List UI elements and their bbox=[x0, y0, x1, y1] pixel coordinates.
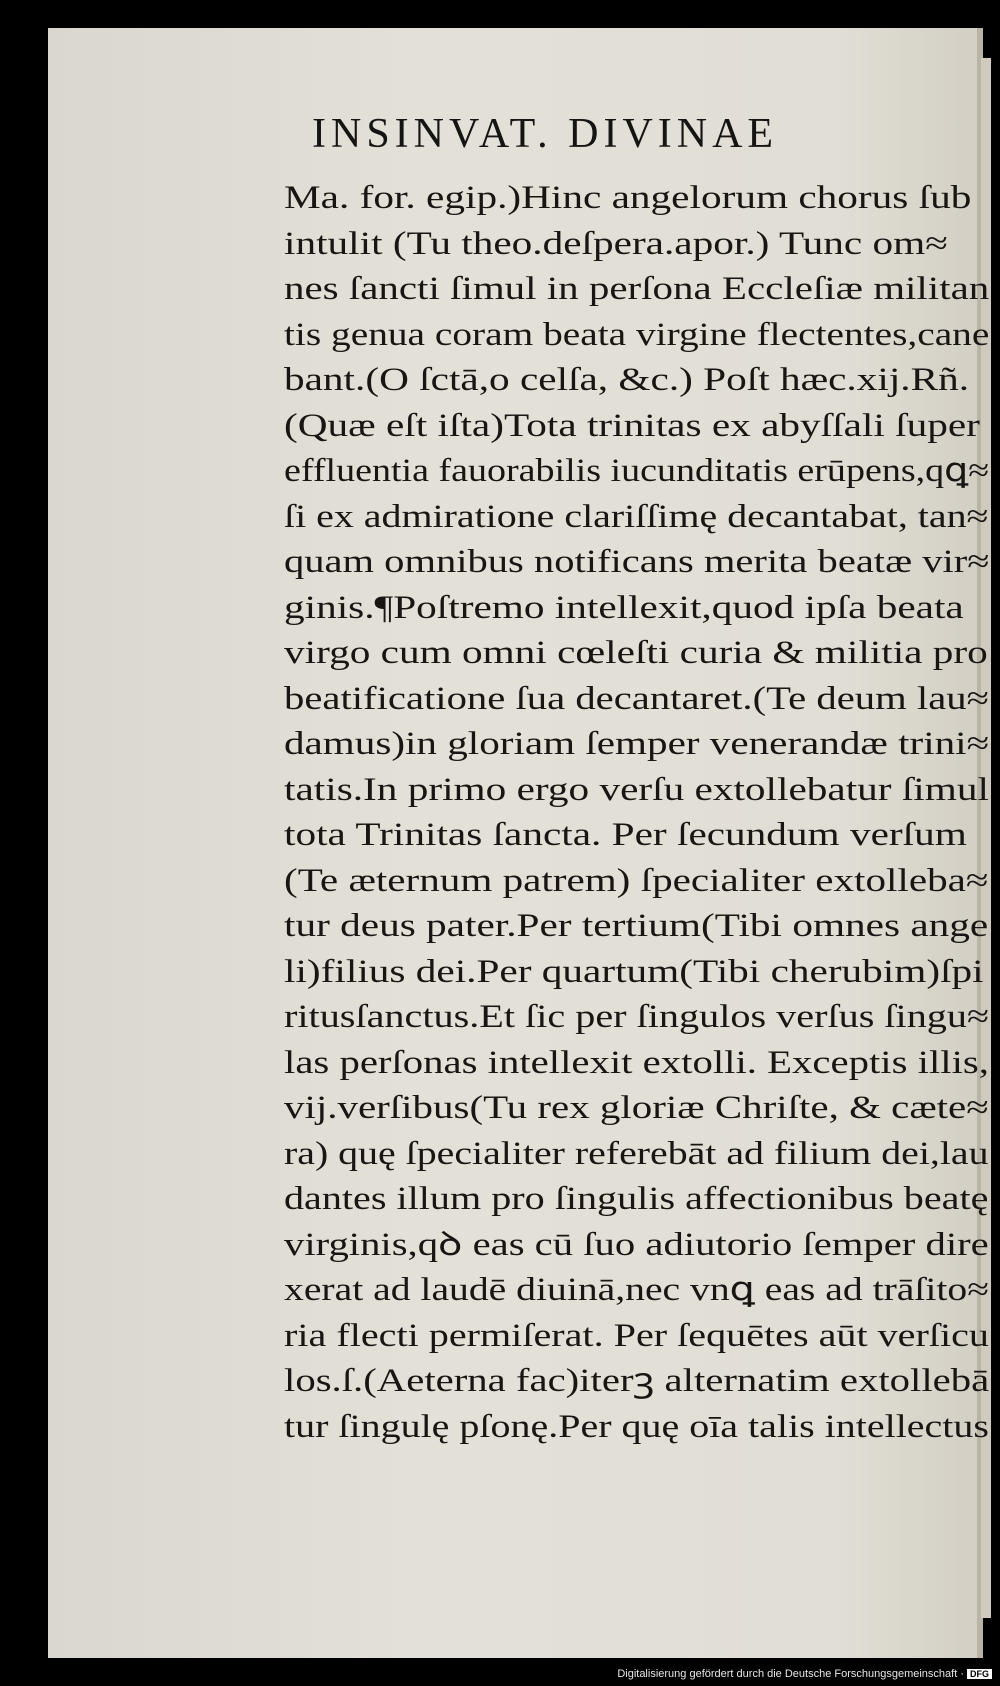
text-line: tur deus pater.Per tertium(Tibi omnes ange bbox=[284, 908, 989, 944]
text-line: intulit (Tu theo.deſpera.apor.) Tunc om≈ bbox=[284, 225, 948, 262]
text-line: tur ſingulę pſonę.Per quę oīa talis intellectus bbox=[284, 1408, 989, 1445]
text-line: effluentia fauorabilis iucunditatis erūpens,qꝗ≈ bbox=[284, 453, 990, 489]
text-line: ginis.¶Poſtremo intellexit,quod ipſa beata bbox=[284, 589, 964, 626]
running-head: INSINVAT. DIVINAE bbox=[312, 111, 779, 157]
book-page bbox=[48, 28, 990, 1658]
text-line: ra) quę ſpecialiter referebāt ad filium dei,lau bbox=[284, 1135, 989, 1172]
text-line: tota Trinitas ſancta. Per ſecundum verſum bbox=[284, 817, 967, 853]
text-line: bant.(O ſctā,o celſa, &c.) Poſt hæc.xij.Rñ. bbox=[284, 362, 970, 398]
text-line: tis genua coram beata virgine flectentes,cane bbox=[284, 316, 990, 353]
text-line: tatis.In primo ergo verſu extollebatur ſimul bbox=[284, 771, 989, 808]
text-line: Ma. for. egip.)Hinc angelorum chorus ſub bbox=[284, 180, 972, 216]
text-line: damus)in gloriam ſemper venerandæ trini≈ bbox=[284, 726, 990, 762]
text-line: nes ſancti ſimul in perſona Eccleſiæ militan bbox=[284, 271, 990, 307]
text-line: ritusſanctus.Et ſic per ſingulos verſus ſingu≈ bbox=[284, 999, 990, 1035]
text-line: quam omnibus notificans merita beatæ vir≈ bbox=[284, 544, 990, 580]
text-block bbox=[284, 176, 989, 1450]
credit-text: Digitalisierung gefördert durch die Deutsche Forschungsgemeinschaft · bbox=[617, 1668, 964, 1680]
text-line: vij.verſibus(Tu rex gloriæ Chriſte, & cæte≈ bbox=[284, 1090, 989, 1126]
text-line: virginis,qꝺ eas cū ſuo adiutorio ſemper dire bbox=[284, 1226, 989, 1263]
text-line: virgo cum omni cœleſti curia & militia pro bbox=[284, 635, 988, 671]
text-line: (Quæ eſt iſta)Tota trinitas ex abyſſali ſuper bbox=[284, 407, 980, 444]
text-line: las perſonas intellexit extolli. Exceptis illis, bbox=[284, 1044, 989, 1081]
text-line: beatificatione ſua decantaret.(Te deum lau≈ bbox=[284, 680, 989, 717]
text-line: dantes illum pro ſingulis affectionibus beatę bbox=[284, 1181, 989, 1217]
digitization-credit bbox=[617, 1668, 992, 1680]
text-line: ſi ex admiratione clariſſimę decantabat, tan≈ bbox=[284, 498, 989, 535]
text-line: los.ſ.(Aeterna fac)iterꝫ alternatim extollebā bbox=[284, 1363, 990, 1399]
text-line: ria flecti permiſerat. Per ſequētes aūt verſicu bbox=[284, 1317, 989, 1354]
text-line: (Te æternum patrem) ſpecialiter extolleba≈ bbox=[284, 862, 989, 899]
text-line: li)filius dei.Per quartum(Tibi cherubim)ſpi bbox=[284, 953, 984, 990]
text-line: xerat ad laudē diuinā,nec vnꝗ eas ad trāſito≈ bbox=[284, 1272, 989, 1308]
dfg-logo: DFG bbox=[967, 1669, 992, 1679]
